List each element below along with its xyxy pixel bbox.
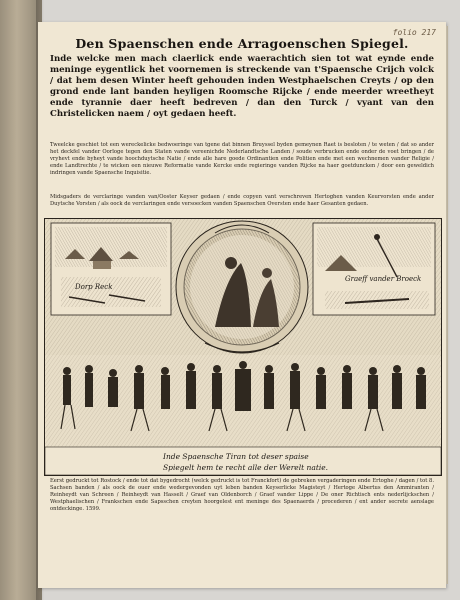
document-page [38, 22, 446, 588]
central-mirror-medallion [176, 221, 308, 353]
colophon-paragraph: Eerst gedruckt tot Rostock / ende tot dat bygedrocht (welck gedruckt is tot Franckfort) de gebreken vergaderingen ende Ertoghe / dagen / tot 8. Sachsen banden / als oock de ouer ende wedergevonden uyt leben banden Keyserlicke Magisteyt / Hertoge Albertus den Ammiranten / Reinheydt van Schreen / Reinheydt van Hasselt / Graef van Oldenborch / Graef vander Lippe / De oner Richtisch ents nederlijckschen / Westphaelischen / Frankschen ende Sapsschen creyten hoorgelest ent meninge des Spaenaerds / procederen / ent ander secrete aenslage ontdeckinge. 1599. [50, 478, 434, 512]
engraving-illustration [45, 219, 441, 475]
engraving-plate [44, 218, 442, 476]
folio-number: folio 217 [392, 28, 436, 37]
page-subtitle: Inde welcke men mach claerlick ende waerachtich sien tot wat eynde ende meninge eygentlick het voornemen is streckende van t'Spaensche Crijch volck / dat hem desen Winter heeft gehouden inden Westphaelschen Creyts / op den grond ende lant banden heyligen Roomsche Rijcke / ende meerder wreetheyt ende tyrannie daer heeft bedreven / dan den Turck / vyant van den Christelicken naem / oyt gedaen heeft. [50, 54, 434, 119]
page-title: Den Spaenschen ende Arragoenschen Spiegel. [75, 36, 409, 51]
crowd-scene [45, 355, 441, 447]
plate-caption-line-1: Inde Spaensche Tiran tot deser spaise [163, 452, 309, 461]
body-paragraph-2: Midsgaders de verclaringe vanden van/Ooster Keyser gedaen / ende copyen vant verschreven Hertoghen vanden Keurvorsten ende ander Duytsche Vorsten / als oock de verclaringen ende versoecken vanden Spaenschen Oversten ende haer Gesanten gedaen. [50, 194, 434, 207]
left-panel-label: Dorp Reck [75, 283, 113, 291]
plate-caption-line-2: Spiegelt hem te recht alle der Werelt natie. [163, 463, 329, 472]
right-panel-label: Graeff vander Broeck [345, 275, 422, 283]
body-paragraph-1: Tweelcke geschiet tot een wereckelicke bedwoeringe van tgene dat binnen Bruyssel byden gemeynen Raet is besloten / te weten / dat so ander het deckfel vander Oorloge tegen den Staten vande vereenichde Nederlandtsche Landen / soude verbrucken ende onder de voet bringen / de vryhevt ende byheyt vande hoochduytsche Natie / ende alle hare goede Ordinantien ende Politien ende met een wechnemen vander Religie / ende Landtrechte / te wicken een nieuwe Reformatie vande Kercke ende regieringe vanden Rijcke na haer goetduncken / door een geweldich indringen vande Spaensche Inquisitie. [50, 142, 434, 176]
left-village-panel [51, 223, 171, 315]
right-execution-panel [313, 223, 435, 315]
